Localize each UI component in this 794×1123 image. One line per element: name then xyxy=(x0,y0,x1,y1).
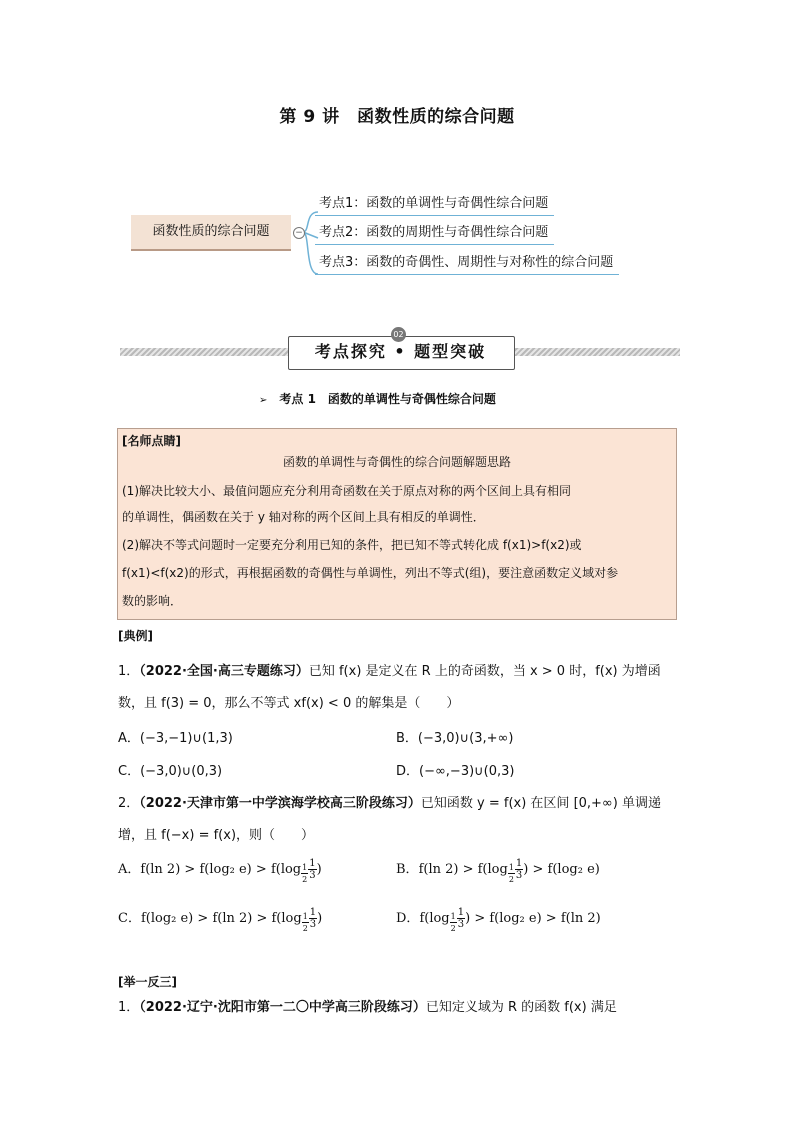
tip-p1-line2: 的单调性，偶函数在关于 y 轴对称的两个区间上具有相反的单调性． xyxy=(122,510,485,524)
practice-label: [举一反三] xyxy=(118,975,177,989)
mindmap-node-3: 考点3：函数的奇偶性、周期性与对称性的综合问题 xyxy=(319,254,613,272)
q1-option-b[interactable]: B．(−3,0)∪(3,+∞) xyxy=(396,731,514,746)
teacher-tip-box xyxy=(117,428,677,620)
q1-option-d[interactable]: D．(−∞,−3)∪(0,3) xyxy=(396,764,515,779)
tip-p2-line2: f(x1)<f(x2)的形式，再根据函数的奇偶性与单调性，列出不等式(组)，要注意函数定义域对参 xyxy=(122,566,619,580)
arrow-icon: ➢ xyxy=(259,395,268,406)
page-title: 第 9 讲 函数性质的综合问题 xyxy=(279,107,515,127)
example-label: [典例] xyxy=(118,629,153,643)
practice-q1-line1: 1．（2022·辽宁·沈阳市第一二〇中学高三阶段练习）已知定义域为 R 的函数 f(x) 满足 xyxy=(118,1000,617,1015)
q2-option-b[interactable]: B．f(ln 2) > f(log $\frac{1}{2}$ $\frac{1}{3}) > f(\log_2$ e) xyxy=(396,858,600,884)
q2-option-a[interactable]: A．f(ln 2) > f(log₂ e) > f(log $\frac{1}{2}$ $\frac{1}{3}$) xyxy=(118,858,322,884)
section-number-badge: 02 xyxy=(391,327,406,342)
tip-p2-line1: (2)解决不等式问题时一定要充分利用已知的条件，把已知不等式转化成 f(x1)>f(x2)或 xyxy=(122,538,582,552)
tip-label: [名师点睛] xyxy=(122,434,181,448)
minus-circle-icon[interactable]: − xyxy=(293,227,305,239)
q1-line1: 1．（2022·全国·高三专题练习）已知 f(x) 是定义在 R 上的奇函数，当 x > 0 时，f(x) 为增函 xyxy=(118,664,661,679)
mindmap-root: 函数性质的综合问题 xyxy=(131,215,291,251)
mindmap-node-2: 考点2：函数的周期性与奇偶性综合问题 xyxy=(319,224,548,242)
q2-line2: 增，且 f(−x) = f(x)，则（ ） xyxy=(118,828,315,843)
tip-header: 函数的单调性与奇偶性的综合问题解题思路 xyxy=(282,455,511,469)
mindmap-node-1: 考点1：函数的单调性与奇偶性综合问题 xyxy=(319,195,548,213)
q2-line1: 2．（2022·天津市第一中学滨海学校高三阶段练习）已知函数 y = f(x) 在区间 [0,+∞) 单调递 xyxy=(118,796,661,811)
tip-p2-line3: 数的影响． xyxy=(122,594,183,608)
section-banner-text: 考点探究 • 题型突破 xyxy=(314,342,487,361)
tip-p1-line1: (1)解决比较大小、最值问题应充分利用奇函数在关于原点对称的两个区间上具有相同 xyxy=(122,484,572,498)
q2-option-c[interactable]: C．f(log₂ e) > f(ln 2) > f(log $\frac{1}{2}$ $\frac{1}{3}$) xyxy=(118,907,323,933)
q2-option-d[interactable]: D．f(log $\frac{1}{2}$ $\frac{1}{3}) > f(\log_2$ e) > f(ln 2) xyxy=(396,907,601,933)
q1-option-c[interactable]: C．(−3,0)∪(0,3) xyxy=(118,764,223,779)
q1-line2: 数，且 f(3) = 0，那么不等式 xf(x) < 0 的解集是（ ） xyxy=(118,696,460,711)
q1-option-a[interactable]: A．(−3,−1)∪(1,3) xyxy=(118,731,233,746)
point-heading: ➢ 考点 1 函数的单调性与奇偶性综合问题 xyxy=(259,392,496,406)
